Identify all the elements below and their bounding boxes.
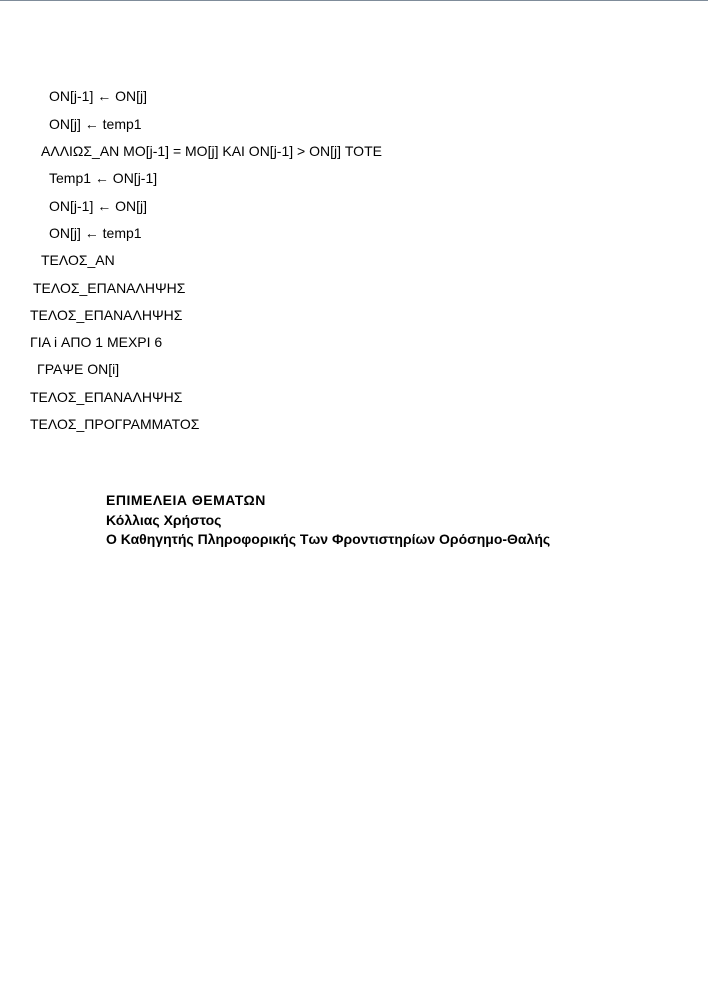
- code-line: ΤΕΛΟΣ_ΕΠΑΝΑΛΗΨΗΣ: [30, 389, 183, 405]
- credits-heading: ΕΠΙΜΕΛΕΙΑ ΘΕΜΑΤΩΝ: [106, 492, 266, 508]
- credits-author: Κόλλιας Χρήστος: [106, 512, 222, 528]
- code-line: ΑΛΛΙΩΣ_ΑΝ ΜΟ[j-1] = ΜΟ[j] ΚΑΙ ON[j-1] > ON[j] ΤΟΤΕ: [41, 143, 382, 159]
- code-line: Temp1 ← ON[j-1]: [49, 170, 158, 186]
- code-line: ON[j-1] ← ON[j]: [49, 88, 148, 104]
- code-line: ON[j-1] ← ON[j]: [49, 198, 148, 214]
- code-line: ON[j] ← temp1: [49, 225, 142, 241]
- code-line: ΤΕΛΟΣ_ΕΠΑΝΑΛΗΨΗΣ: [30, 307, 183, 323]
- code-line: ΤΕΛΟΣ_ΕΠΑΝΑΛΗΨΗΣ: [33, 280, 186, 296]
- code-line: ΤΕΛΟΣ_ΑΝ: [41, 252, 115, 268]
- page-top-border: [0, 0, 708, 1]
- code-line: ΤΕΛΟΣ_ΠΡΟΓΡΑΜΜΑΤΟΣ: [30, 416, 200, 432]
- code-line: ΓΙΑ i ΑΠΟ 1 ΜΕΧΡΙ 6: [30, 334, 163, 350]
- code-line: ΓΡΑΨΕ ON[i]: [37, 361, 120, 377]
- code-line: ON[j] ← temp1: [49, 116, 142, 132]
- credits-affiliation: Ο Καθηγητής Πληροφορικής Των Φροντιστηρίων Ορόσημο-Θαλής: [106, 531, 551, 547]
